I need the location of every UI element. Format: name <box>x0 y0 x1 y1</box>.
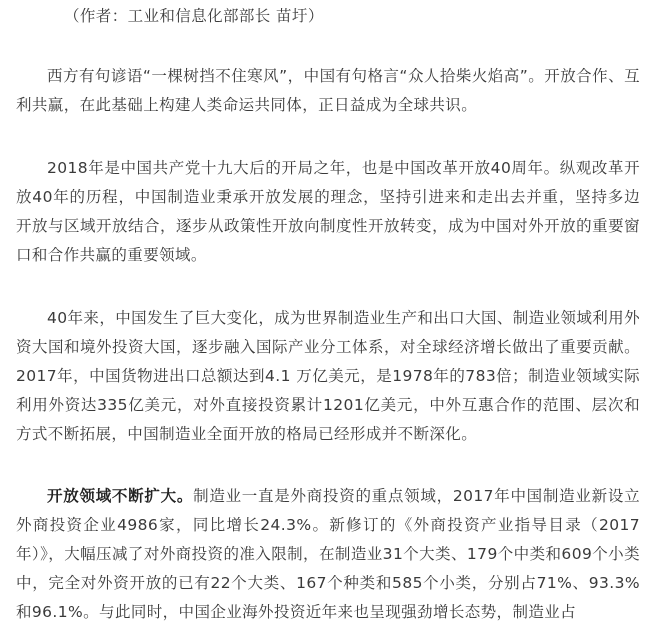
paragraph-1-text: 西方有句谚语“一棵树挡不住寒风”，中国有句格言“众人拾柴火焰高”。开放合作、互利共赢，在此基础上构建人类命运共同体，正日益成为全球共识。 <box>16 67 640 114</box>
paragraph-2 <box>16 154 640 270</box>
paragraph-1 <box>16 62 640 120</box>
paragraph-4 <box>16 482 640 627</box>
paragraph-2-text: 2018年是中国共产党十九大后的开局之年，也是中国改革开放40周年。纵观改革开放40年的历程，中国制造业秉承开放发展的理念，坚持引进来和走出去并重，坚持多边开放与区域开放结合，逐步从政策性开放向制度性开放转变，成为中国对外开放的重要窗口和合作共赢的重要领域。 <box>16 159 640 264</box>
paragraph-3 <box>16 304 640 449</box>
author-line: （作者：工业和信息化部部长 苗圩） <box>64 7 324 25</box>
paragraph-4-lead: 开放领域不断扩大。 <box>47 487 194 505</box>
paragraph-3-text: 40年来，中国发生了巨大变化，成为世界制造业生产和出口大国、制造业领域利用外资大国和境外投资大国，逐步融入国际产业分工体系，对全球经济增长做出了重要贡献。2017年，中国货物进出口总额达到4.1 万亿美元，是1978年的783倍；制造业领域实际利用外资达335亿美元，对外直接投资累计1201亿美元，中外互惠合作的范围、层次和方式不断拓展，中国制造业全面开放的格局已经形成并不断深化。 <box>16 309 640 443</box>
paragraph-4-text: 制造业一直是外商投资的重点领域，2017年中国制造业新设立外商投资企业4986家，同比增长24.3%。新修订的《外商投资产业指导目录（2017年）》，大幅压减了对外商投资的准入限制，在制造业31个大类、179个中类和609个小类中，完全对外资开放的已有22个大类、167个种类和585个小类，分别占71%、93.3%和96.1%。与此同时，中国企业海外投资近年来也呈现强劲增长态势，制造业占 <box>16 487 640 621</box>
